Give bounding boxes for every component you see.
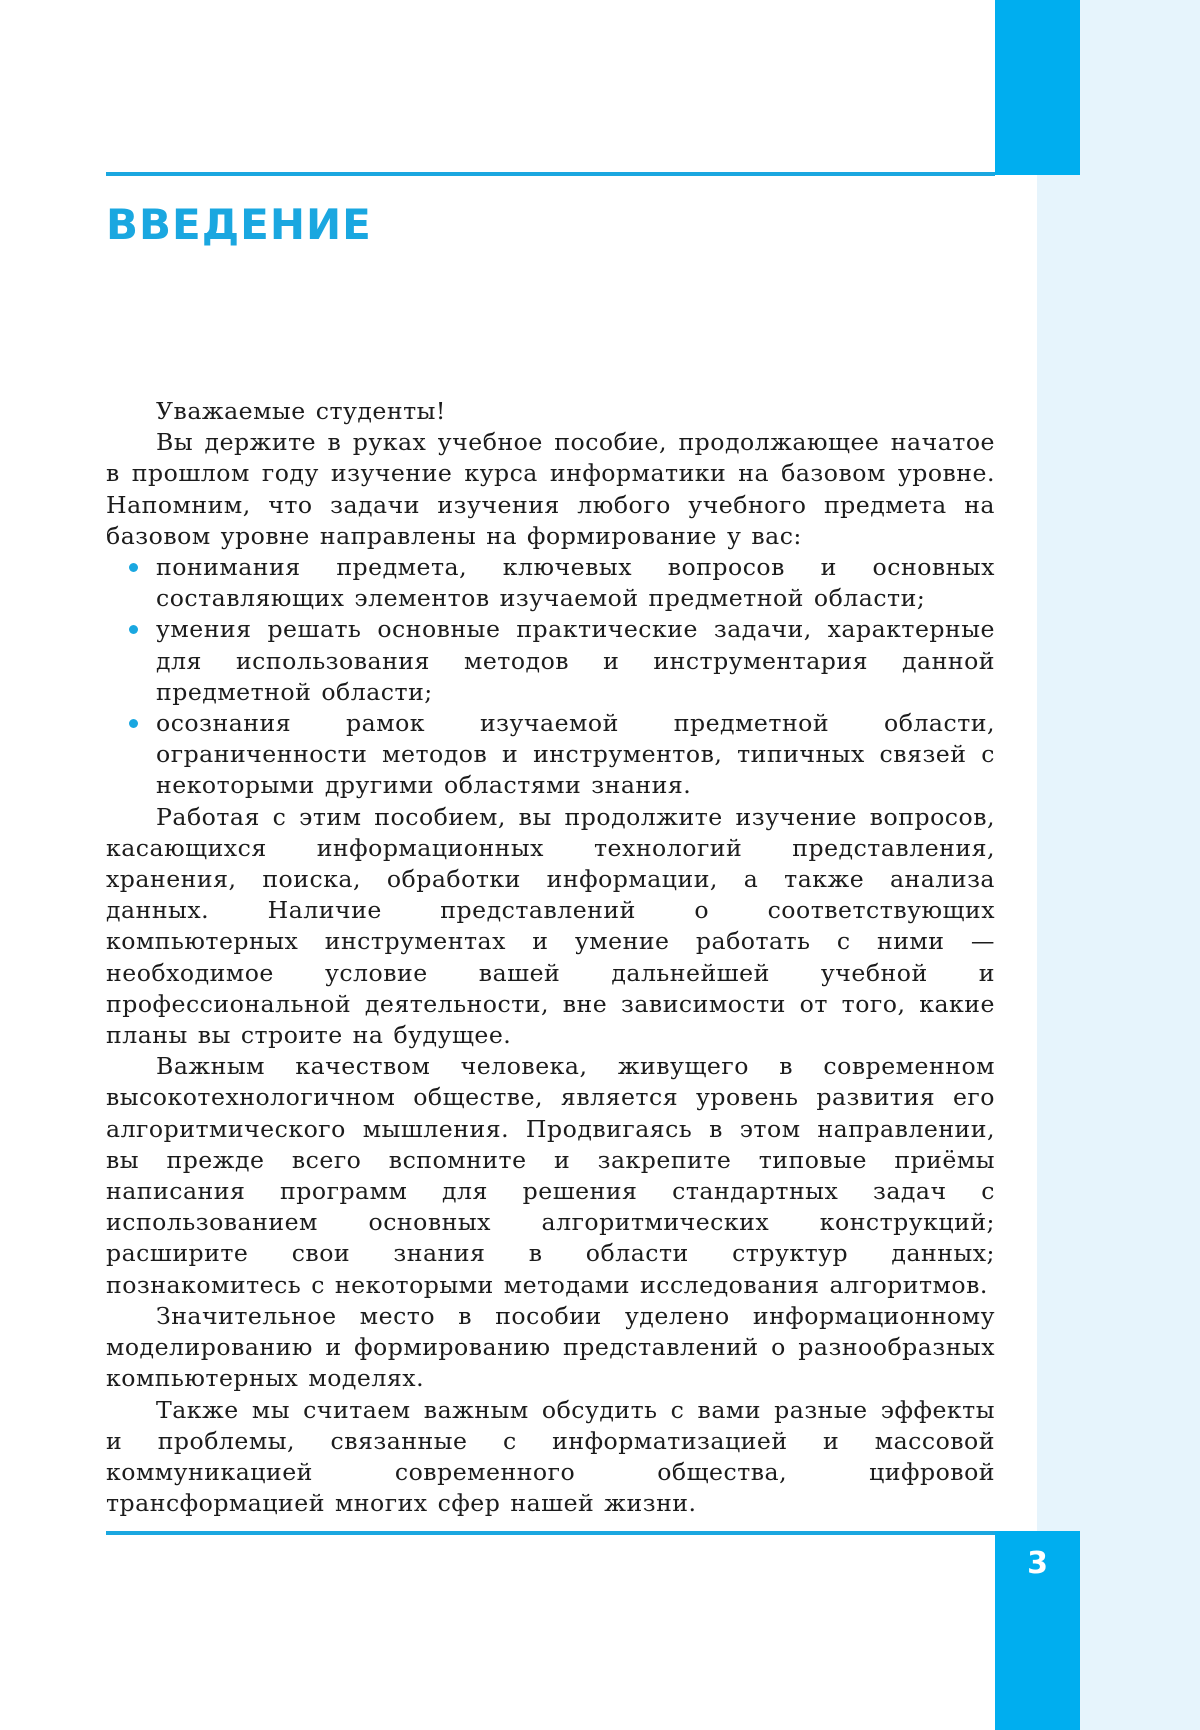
body-paragraph: Важным качеством человека, живущего в современном высокотехнологичном обществе, является уровень развития его алгоритмического мышления. Продвигаясь в этом направлении, вы прежде всего вспомните и закрепите типовые приёмы написания программ для решения стандартных задач с использованием основных алгоритмических конструкций; расширите свои знания в области структур данных; познакомитесь с некоторыми методами исследования алгоритмов.	[106, 1052, 995, 1299]
greeting-paragraph: Уважаемые студенты!	[156, 397, 446, 425]
body-paragraph: Значительное место в пособии уделено информационному моделированию и формированию представлений о разнообразных компьютерных моделях.	[106, 1301, 995, 1393]
list-item	[106, 614, 995, 708]
list-item	[106, 708, 995, 802]
top-color-tab	[995, 0, 1080, 175]
bullet-dot-icon	[129, 563, 138, 572]
bullet-list	[106, 552, 995, 802]
list-item	[106, 552, 995, 614]
body-paragraph: Также мы считаем важным обсудить с вами разные эффекты и проблемы, связанные с информатизацией и массовой коммуникацией современного общества, цифровой трансформацией многих сфер нашей жизни.	[106, 1395, 995, 1518]
page-title: ВВЕДЕНИЕ	[106, 200, 372, 249]
body-paragraph: Работая с этим пособием, вы продолжите изучение вопросов, касающихся информационных технологий представления, хранения, поиска, обработки информации, а также анализа данных. Наличие представлений о соответствующих компьютерных инструментах и умение работать с ними — необходимое условие вашей дальнейшей учебной и профессиональной деятельности, вне зависимости от того, какие планы вы строите на будущее.	[106, 802, 995, 1050]
bullet-dot-icon	[129, 625, 138, 634]
page-number: 3	[1027, 1546, 1048, 1581]
list-item-text: умения решать основные практические задачи, характерные для использования методов и инструментария данной предметной области;	[156, 615, 995, 706]
body-text	[106, 396, 995, 1519]
top-rule	[106, 172, 995, 176]
list-item-text: осознания рамок изучаемой предметной области, ограниченности методов и инструментов, типичных связей с некоторыми другими областями знания.	[156, 709, 995, 800]
bullet-dot-icon	[129, 719, 138, 728]
intro-paragraph: Вы держите в руках учебное пособие, продолжающее начатое в прошлом году изучение курса информатики на базовом уровне. Напомним, что задачи изучения любого учебного предмета на базовом уровне направлены на формирование у вас:	[106, 428, 995, 550]
side-margin-band	[1037, 0, 1200, 1730]
list-item-text: понимания предмета, ключевых вопросов и основных составляющих элементов изучаемой предметной области;	[156, 553, 995, 613]
bottom-rule	[106, 1531, 995, 1535]
